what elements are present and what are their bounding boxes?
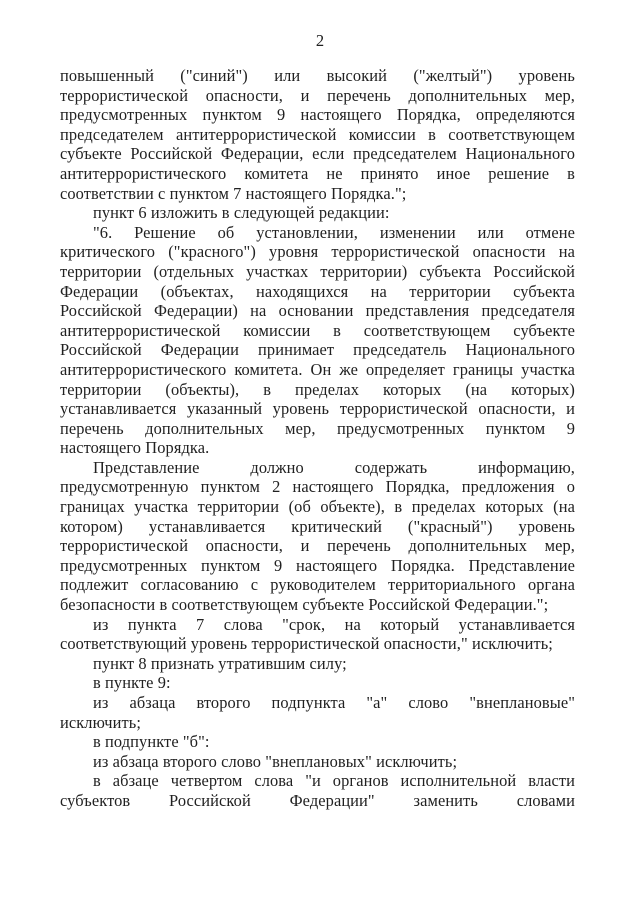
paragraph: [60, 673, 575, 693]
text-line: границах участка территории (об объекте), в пределах которых (на: [60, 497, 575, 517]
text-line: котором) устанавливается критический ("красный") уровень: [60, 516, 575, 536]
text-line: антитеррористической комиссии в соответствующем субъекте: [60, 320, 575, 340]
paragraph: [60, 615, 575, 654]
text-line: в абзаце четвертом слова "и органов исполнительной власти: [93, 771, 575, 791]
text-line: из абзаца второго подпункта "а" слово "внеплановые": [93, 693, 575, 712]
text-line: предусмотренную пунктом 2 настоящего Порядка, предложения о: [60, 477, 575, 497]
text-line: Российской Федерации принимает председатель Национального: [60, 340, 575, 360]
paragraph: [60, 732, 575, 752]
text-line: исключить;: [60, 712, 142, 732]
text-line: из абзаца второго слово "внеплановых" исключить;: [93, 751, 458, 771]
text-line: устанавливается указанный уровень террористической опасности, и: [60, 399, 575, 419]
paragraph: [60, 752, 575, 772]
paragraph: [60, 693, 575, 732]
text-line: Представление должно содержать информацию,: [93, 457, 575, 477]
text-line: террористической опасности, и перечень дополнительных мер,: [60, 85, 575, 105]
text-line: Федерации (объектах, находящихся на территории субъекта: [60, 281, 575, 301]
text-line: субъектов Российской Федерации" заменить словами: [60, 790, 575, 810]
text-line: подлежит согласованию с руководителем территориального органа: [60, 575, 575, 595]
text-line: субъекте Российской Федерации, если председателем Национального: [60, 144, 575, 164]
text-line: предусмотренных пунктом 9 настоящего Порядка. Представление: [60, 555, 575, 575]
paragraph: [60, 66, 575, 203]
paragraph: [60, 458, 575, 615]
text-line: председателем антитеррористической комиссии в соответствующем: [60, 124, 575, 144]
text-line: предусмотренных пунктом 9 настоящего Порядка, определяются: [60, 105, 575, 125]
text-line: антитеррористического комитета не принято иное решение в: [60, 163, 575, 183]
paragraph: [60, 203, 575, 223]
text-line: из пункта 7 слова "срок, на который устанавливается: [93, 614, 575, 634]
document-body: [60, 66, 575, 811]
text-line: территории (отдельных участках территории) субъекта Российской: [60, 261, 575, 281]
page-number: 2: [315, 31, 325, 50]
text-line: безопасности в соответствующем субъекте Российской Федерации.";: [60, 595, 549, 615]
text-line: Российской Федерации) на основании представления председателя: [60, 301, 575, 321]
text-line: настоящего Порядка.: [60, 438, 210, 458]
text-line: соответствии с пунктом 7 настоящего Порядка.";: [60, 183, 407, 203]
paragraph: [60, 654, 575, 674]
text-line: перечень дополнительных мер, предусмотренных пунктом 9: [60, 418, 575, 438]
text-line: пункт 6 изложить в следующей редакции:: [93, 203, 390, 223]
text-line: критического ("красного") уровня террористической опасности на: [60, 242, 575, 262]
text-line: антитеррористического комитета. Он же определяет границы участка: [60, 359, 575, 379]
text-line: пункт 8 признать утратившим силу;: [93, 653, 347, 673]
paragraph: [60, 223, 575, 458]
text-line: в пункте 9:: [93, 673, 171, 693]
text-line: повышенный ("синий") или высокий ("желтый") уровень: [60, 66, 575, 85]
paragraph: [60, 771, 575, 810]
text-line: террористической опасности, и перечень дополнительных мер,: [60, 536, 575, 556]
text-line: в подпункте "б":: [93, 732, 210, 752]
text-line: соответствующий уровень террористической опасности," исключить;: [60, 634, 553, 654]
text-line: территории (объекты), в пределах которых (на которых): [60, 379, 575, 399]
text-line: "6. Решение об установлении, изменении или отмене: [93, 222, 575, 242]
